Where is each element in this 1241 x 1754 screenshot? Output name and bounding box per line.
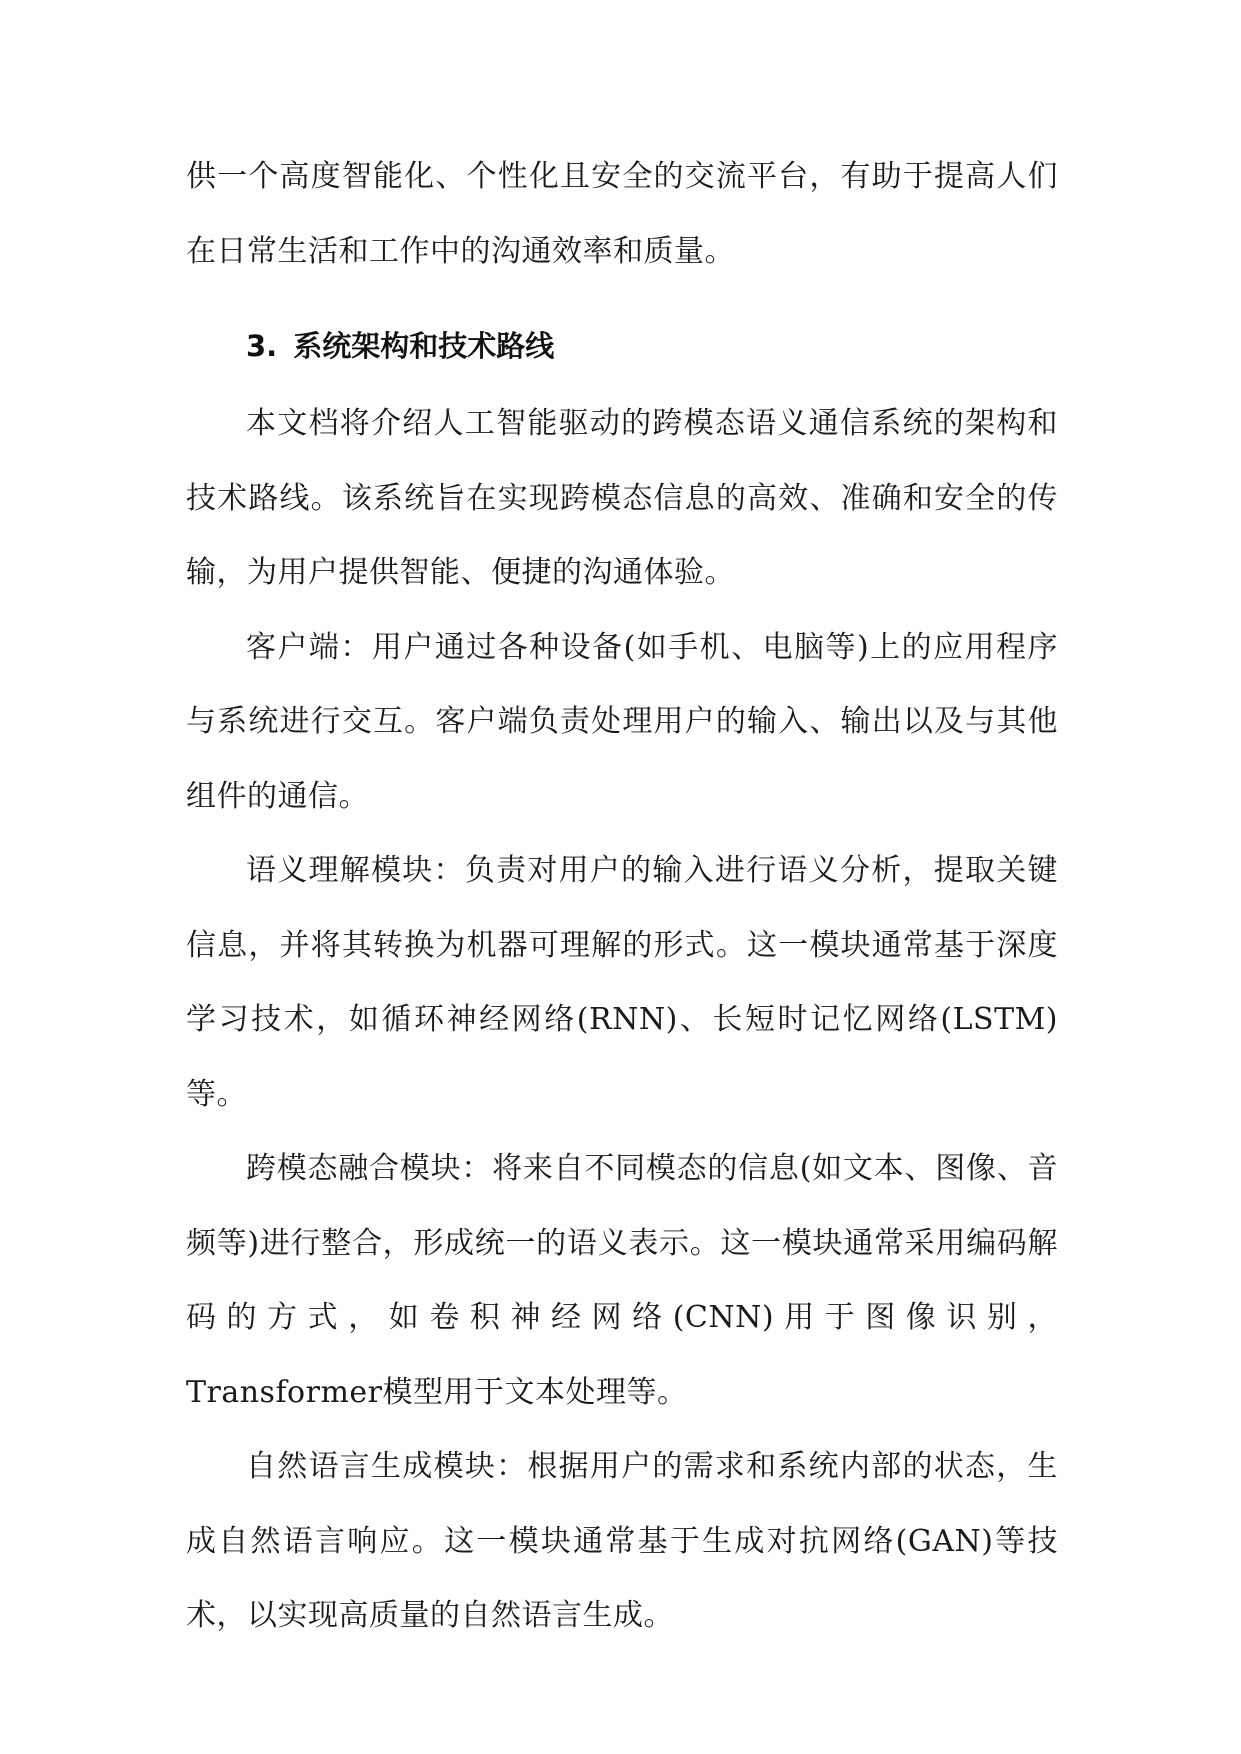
document-body	[186, 140, 1058, 1654]
paragraph-semantic-understanding: 语义理解模块：负责对用户的输入进行语义分析，提取关键信息，并将其转换为机器可理解的形式。这一模块通常基于深度学习技术，如循环神经网络(RNN)、长短时记忆网络(LSTM)等。	[186, 853, 1058, 1112]
intro-continuation-paragraph: 供一个高度智能化、个性化且安全的交流平台，有助于提高人们在日常生活和工作中的沟通效率和质量。	[186, 159, 1058, 269]
section-number: 3.	[246, 329, 278, 363]
paragraph-nlg: 自然语言生成模块：根据用户的需求和系统内部的状态，生成自然语言响应。这一模块通常基于生成对抗网络(GAN)等技术，以实现高质量的自然语言生成。	[186, 1449, 1058, 1633]
section-title: 系统架构和技术路线	[293, 329, 555, 363]
paragraph-overview: 本文档将介绍人工智能驱动的跨模态语义通信系统的架构和技术路线。该系统旨在实现跨模态信息的高效、准确和安全的传输，为用户提供智能、便捷的沟通体验。	[186, 406, 1058, 590]
paragraph-cross-modal-fusion: 跨模态融合模块：将来自不同模态的信息(如文本、图像、音频等)进行整合，形成统一的语义表示。这一模块通常采用编码解码的方式，如卷积神经网络(CNN)用于图像识别，Transformer模型用于文本处理等。	[186, 1151, 1058, 1410]
paragraph-client: 客户端：用户通过各种设备(如手机、电脑等)上的应用程序与系统进行交互。客户端负责处理用户的输入、输出以及与其他组件的通信。	[186, 629, 1058, 814]
section-heading	[186, 309, 1058, 383]
